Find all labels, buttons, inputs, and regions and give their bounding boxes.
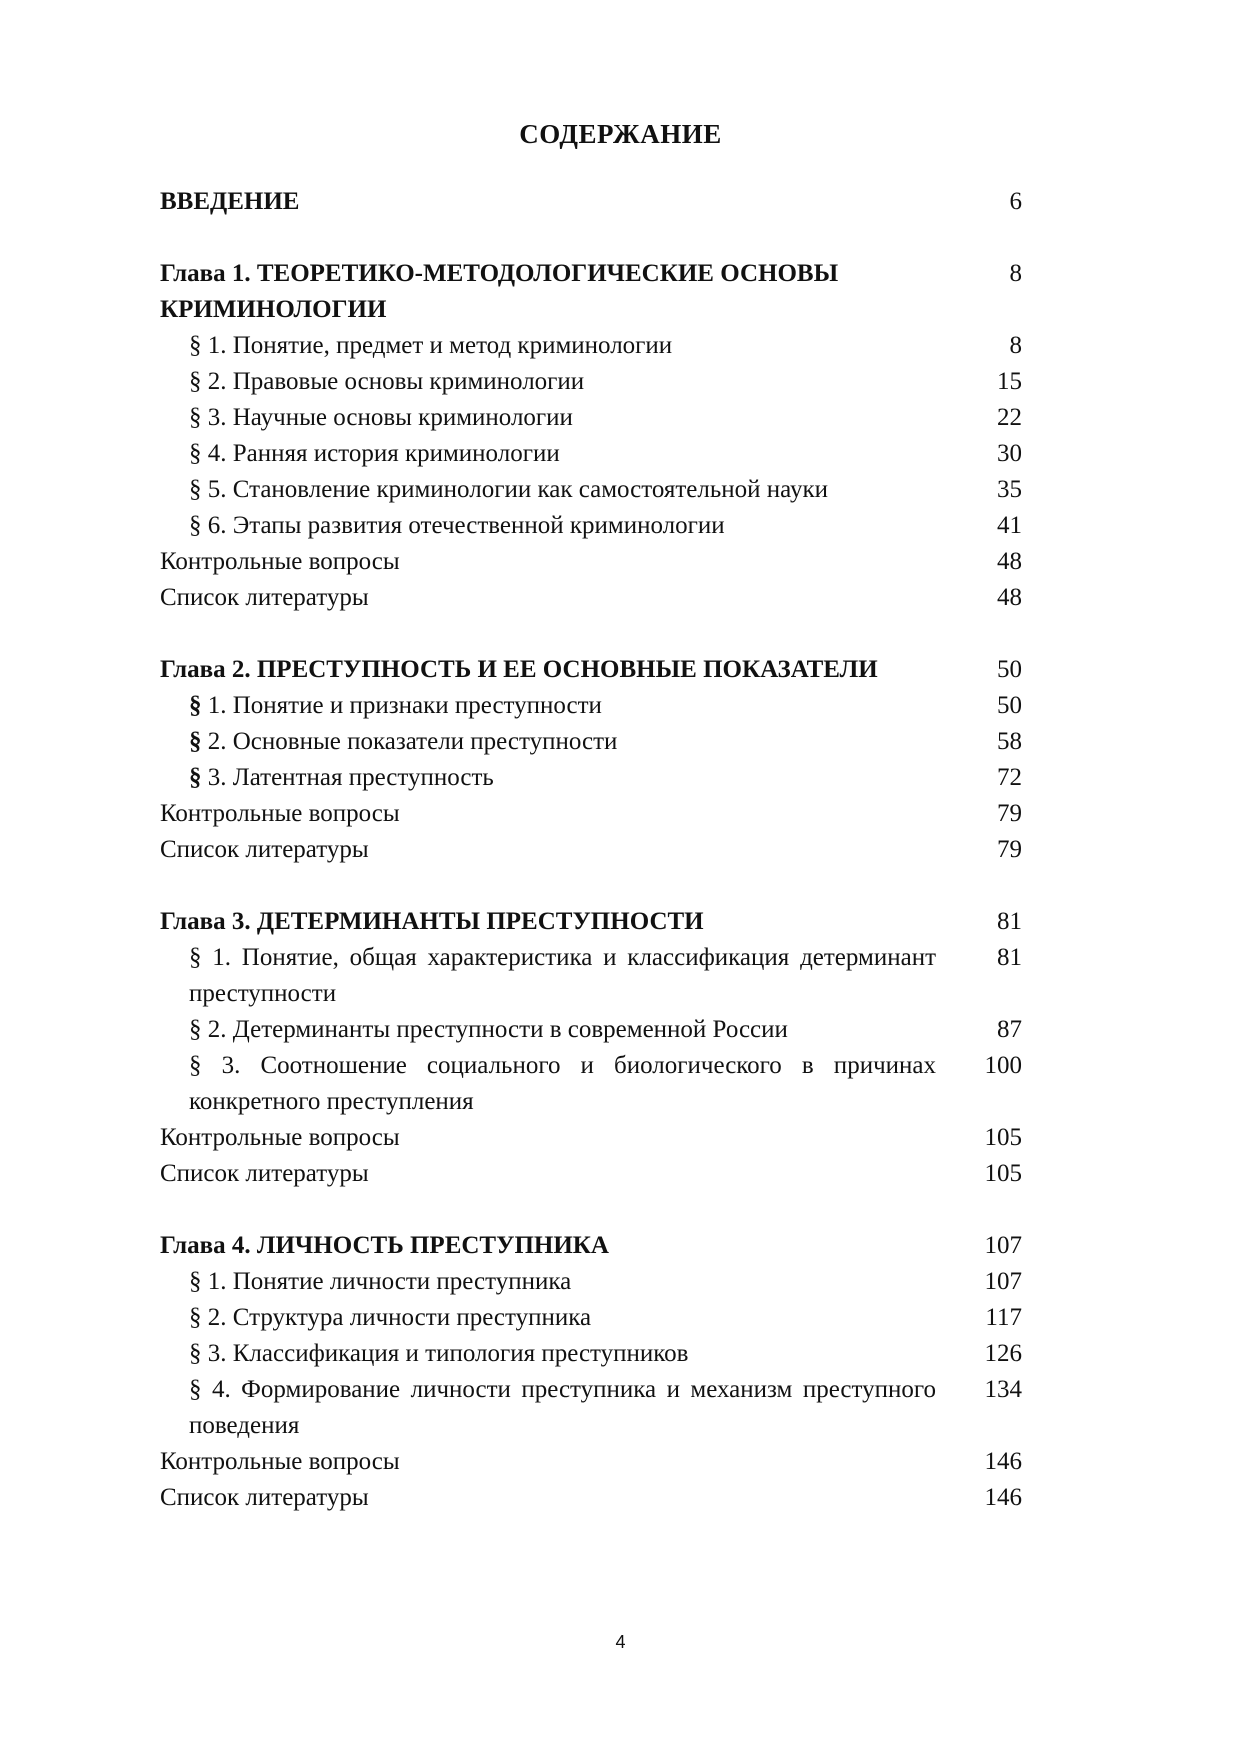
section-label: 1. Понятие и признаки преступности [207, 692, 602, 719]
section-sign: § [189, 476, 202, 503]
chapter-heading: Глава 4. ЛИЧНОСТЬ ПРЕСТУПНИКА [160, 1232, 609, 1259]
toc-page-number: 41 [997, 512, 1022, 539]
toc-page-number: 48 [997, 548, 1022, 575]
section-label: 4. Ранняя история криминологии [207, 440, 560, 467]
toc-section[interactable] [160, 400, 1022, 436]
toc-literature[interactable] [160, 580, 1022, 616]
section-sign: § [189, 512, 202, 539]
chapter-heading: Глава 3. ДЕТЕРМИНАНТЫ ПРЕСТУПНОСТИ [160, 908, 704, 935]
section-sign: § [189, 1016, 202, 1043]
toc-page-number: 72 [997, 764, 1022, 791]
toc-page-number: 117 [985, 1304, 1022, 1331]
toc-section[interactable] [160, 472, 1022, 508]
toc-page-number: 48 [997, 584, 1022, 611]
toc-entry-label: Контрольные вопросы [160, 1448, 400, 1475]
toc-page-number: 134 [984, 1376, 1022, 1403]
toc-page-number: 79 [997, 836, 1022, 863]
toc-page-number: 6 [1009, 188, 1022, 215]
section-label: 4. Формирование личности преступника и механизм преступного поведения [189, 1376, 936, 1439]
toc-page-number: 58 [997, 728, 1022, 755]
toc-page-number: 8 [1009, 260, 1022, 287]
toc-section[interactable] [160, 1048, 1022, 1120]
toc-page-number: 22 [997, 404, 1022, 431]
toc-section[interactable] [160, 940, 1022, 1012]
toc-literature[interactable] [160, 832, 1022, 868]
toc-control-questions[interactable] [160, 544, 1022, 580]
toc-section[interactable] [160, 364, 1022, 400]
spacer [160, 616, 1022, 652]
toc-entry-label: Контрольные вопросы [160, 800, 400, 827]
toc-control-questions[interactable] [160, 796, 1022, 832]
section-label: 2. Основные показатели преступности [207, 728, 618, 755]
toc-page-number: 146 [984, 1484, 1022, 1511]
section-label: 5. Становление криминологии как самостоятельной науки [207, 476, 829, 503]
toc-entry-introduction[interactable] [160, 184, 1022, 220]
section-sign: § [189, 944, 202, 971]
section-sign: § [189, 764, 202, 791]
section-label: 6. Этапы развития отечественной криминологии [207, 512, 725, 539]
toc-page-number: 35 [997, 476, 1022, 503]
toc-section[interactable] [160, 1300, 1022, 1336]
section-sign: § [189, 332, 202, 359]
section-sign: § [189, 1268, 202, 1295]
section-sign: § [189, 1052, 202, 1079]
toc-literature[interactable] [160, 1156, 1022, 1192]
section-sign: § [189, 404, 202, 431]
toc-chapter-3[interactable] [160, 904, 1022, 940]
toc-section[interactable] [160, 1372, 1022, 1444]
section-label: 3. Классификация и типология преступников [207, 1340, 689, 1367]
toc-section[interactable] [160, 1336, 1022, 1372]
section-label: 2. Правовые основы криминологии [207, 368, 585, 395]
toc-section[interactable] [160, 1012, 1022, 1048]
section-sign: § [189, 1304, 202, 1331]
toc-section[interactable] [160, 328, 1022, 364]
section-label: 1. Понятие личности преступника [207, 1268, 572, 1295]
section-label: 3. Соотношение социального и биологического в причинах конкретного преступления [189, 1052, 936, 1115]
toc-entry-label: ВВЕДЕНИЕ [160, 188, 300, 215]
spacer [160, 1192, 1022, 1228]
section-sign: § [189, 368, 202, 395]
toc-chapter-1[interactable] [160, 256, 1022, 328]
page-title: СОДЕРЖАНИЕ [519, 119, 722, 149]
toc-page-number: 50 [997, 692, 1022, 719]
section-label: 1. Понятие, предмет и метод криминологии [207, 332, 673, 359]
toc-entry-label: Контрольные вопросы [160, 1124, 400, 1151]
toc-section[interactable] [160, 724, 1022, 760]
chapter-heading: Глава 2. ПРЕСТУПНОСТЬ И ЕЕ ОСНОВНЫЕ ПОКАЗАТЕЛИ [160, 656, 878, 683]
section-sign: § [189, 1376, 202, 1403]
toc-page-number: 8 [1009, 332, 1022, 359]
spacer [160, 868, 1022, 904]
section-label: 1. Понятие, общая характеристика и классификация детерминант преступности [189, 944, 937, 1007]
toc-page-number: 105 [984, 1160, 1022, 1187]
toc-page-number: 146 [984, 1448, 1022, 1475]
section-label: 2. Структура личности преступника [207, 1304, 592, 1331]
toc-page-number: 81 [997, 944, 1022, 971]
toc-entry-label: Список литературы [160, 584, 369, 611]
section-sign: § [189, 692, 202, 719]
toc-entry-label: Контрольные вопросы [160, 548, 400, 575]
section-sign: § [189, 728, 202, 755]
toc-literature[interactable] [160, 1480, 1022, 1516]
toc-page-number: 30 [997, 440, 1022, 467]
table-of-contents [160, 184, 1022, 1516]
toc-page-number: 126 [984, 1340, 1022, 1367]
toc-chapter-4[interactable] [160, 1228, 1022, 1264]
toc-section[interactable] [160, 436, 1022, 472]
toc-entry-label: Список литературы [160, 1160, 369, 1187]
toc-entry-label: Список литературы [160, 1484, 369, 1511]
toc-page-number: 107 [984, 1268, 1022, 1295]
toc-control-questions[interactable] [160, 1120, 1022, 1156]
toc-chapter-2[interactable] [160, 652, 1022, 688]
toc-section[interactable] [160, 688, 1022, 724]
section-sign: § [189, 1340, 202, 1367]
toc-section[interactable] [160, 1264, 1022, 1300]
toc-page-number: 81 [997, 908, 1022, 935]
toc-page-number: 87 [997, 1016, 1022, 1043]
page-number: 4 [615, 1632, 626, 1652]
section-sign: § [189, 440, 202, 467]
toc-page-number: 15 [997, 368, 1022, 395]
toc-page-number: 100 [984, 1052, 1022, 1079]
section-label: 3. Научные основы криминологии [207, 404, 573, 431]
toc-page-number: 79 [997, 800, 1022, 827]
chapter-heading: Глава 1. ТЕОРЕТИКО-МЕТОДОЛОГИЧЕСКИЕ ОСНОВЫ КРИМИНОЛОГИИ [160, 260, 839, 323]
section-label: 3. Латентная преступность [207, 764, 494, 791]
toc-page-number: 105 [984, 1124, 1022, 1151]
toc-entry-label: Список литературы [160, 836, 369, 863]
toc-section[interactable] [160, 508, 1022, 544]
toc-control-questions[interactable] [160, 1444, 1022, 1480]
toc-page-number: 50 [997, 656, 1022, 683]
section-label: 2. Детерминанты преступности в современной России [207, 1016, 788, 1043]
toc-page-number: 107 [984, 1232, 1022, 1259]
toc-section[interactable] [160, 760, 1022, 796]
